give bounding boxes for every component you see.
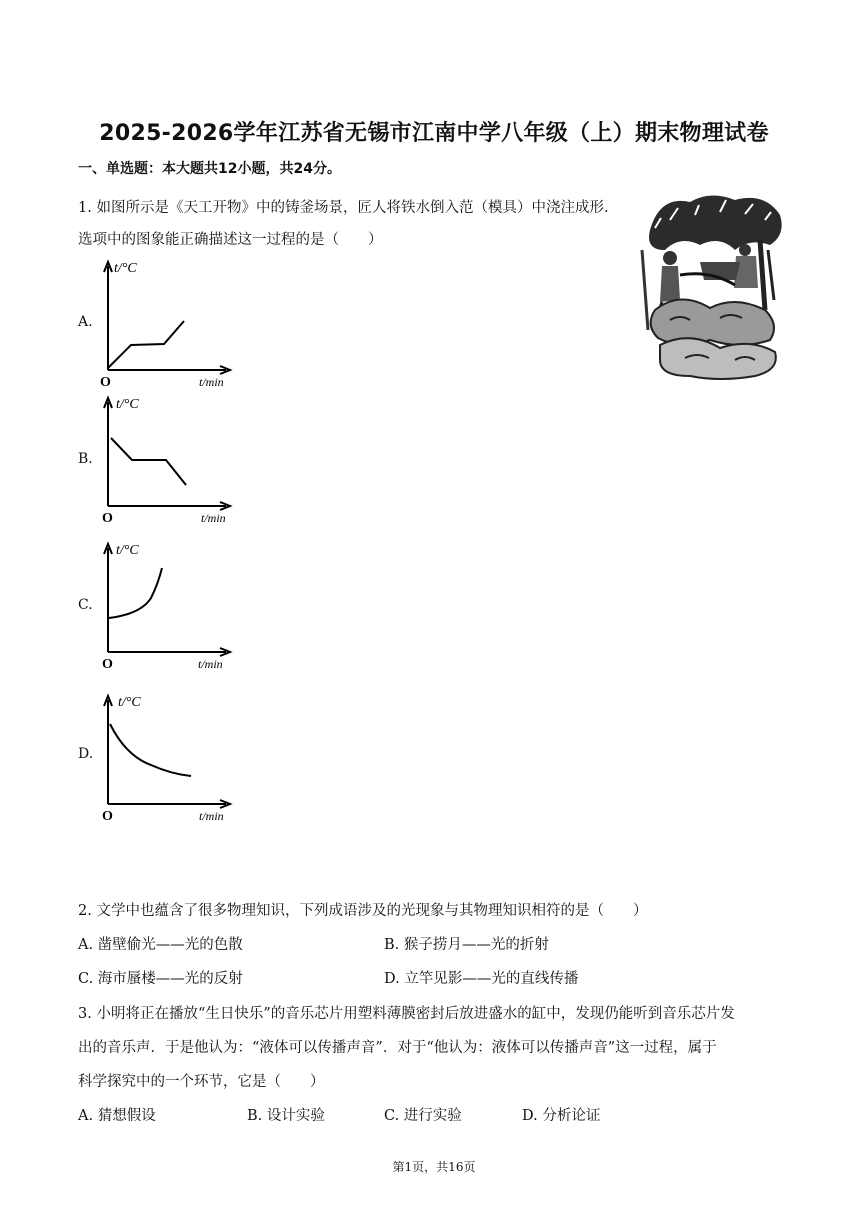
q1-stem-line2: 选项中的图象能正确描述这一过程的是（ ） <box>78 232 383 248</box>
q1-option-c-y-label: t/°C <box>116 543 139 558</box>
q2-option-b[interactable]: B. 猴子捞月——光的折射 <box>384 937 549 953</box>
q1-option-a-graph <box>96 254 246 388</box>
q3-stem-line3: 科学探究中的一个环节，它是（ ） <box>78 1074 325 1090</box>
q1-option-a-letter[interactable]: A. <box>78 314 93 330</box>
q1-stem-line1: 1. 如图所示是《天工开物》中的铸釜场景，匠人将铁水倒入范（模具）中浇注成形. <box>78 200 609 216</box>
q3-option-c[interactable]: C. 进行实验 <box>384 1108 462 1124</box>
q3-option-d[interactable]: D. 分析论证 <box>522 1108 601 1124</box>
q1-option-c-letter[interactable]: C. <box>78 597 93 613</box>
q3-stem-line2: 出的音乐声．于是他认为：“液体可以传播声音”．对于“他认为：液体可以传播声音”这一过程，属于 <box>78 1040 717 1056</box>
q1-option-d-letter[interactable]: D. <box>78 746 94 762</box>
q3-option-b[interactable]: B. 设计实验 <box>247 1108 325 1124</box>
q2-stem: 2. 文学中也蕴含了很多物理知识，下列成语涉及的光现象与其物理知识相符的是（ ） <box>78 903 648 919</box>
q2-option-c[interactable]: C. 海市蜃楼——光的反射 <box>78 971 243 987</box>
q3-stem-line1: 3. 小明将正在播放“生日快乐”的音乐芯片用塑料薄膜密封后放进盛水的缸中，发现仍能听到音乐芯片发 <box>78 1006 735 1022</box>
q1-option-b-graph <box>96 390 246 524</box>
q2-option-a[interactable]: A. 凿壁偷光——光的色散 <box>78 937 243 953</box>
q1-option-b-x-label: t/min <box>201 511 226 524</box>
section-heading: 一、单选题：本大题共12小题，共24分。 <box>78 161 341 177</box>
q1-option-b-y-label: t/°C <box>116 397 139 412</box>
q1-option-c-origin: O <box>102 657 113 670</box>
q3-option-a[interactable]: A. 猜想假设 <box>78 1108 156 1124</box>
q1-option-c-graph <box>96 536 246 670</box>
q1-option-a-origin: O <box>100 375 111 388</box>
page-footer: 第1页，共16页 <box>392 1160 476 1174</box>
q1-option-b-origin: O <box>102 511 113 524</box>
q1-option-c-x-label: t/min <box>198 657 223 670</box>
q1-option-d-graph <box>96 688 246 822</box>
page-title: 2025-2026学年江苏省无锡市江南中学八年级（上）期末物理试卷 <box>99 121 769 146</box>
q1-option-a-x-label: t/min <box>199 375 224 388</box>
q1-option-d-y-label: t/°C <box>118 695 141 710</box>
q1-option-d-x-label: t/min <box>199 809 224 822</box>
q1-option-a-y-label: t/°C <box>114 261 137 276</box>
q2-option-d[interactable]: D. 立竿见影——光的直线传播 <box>384 971 579 987</box>
casting-scene-illustration-icon <box>640 190 786 382</box>
q1-option-d-origin: O <box>102 809 113 822</box>
q1-option-b-letter[interactable]: B. <box>78 451 93 467</box>
